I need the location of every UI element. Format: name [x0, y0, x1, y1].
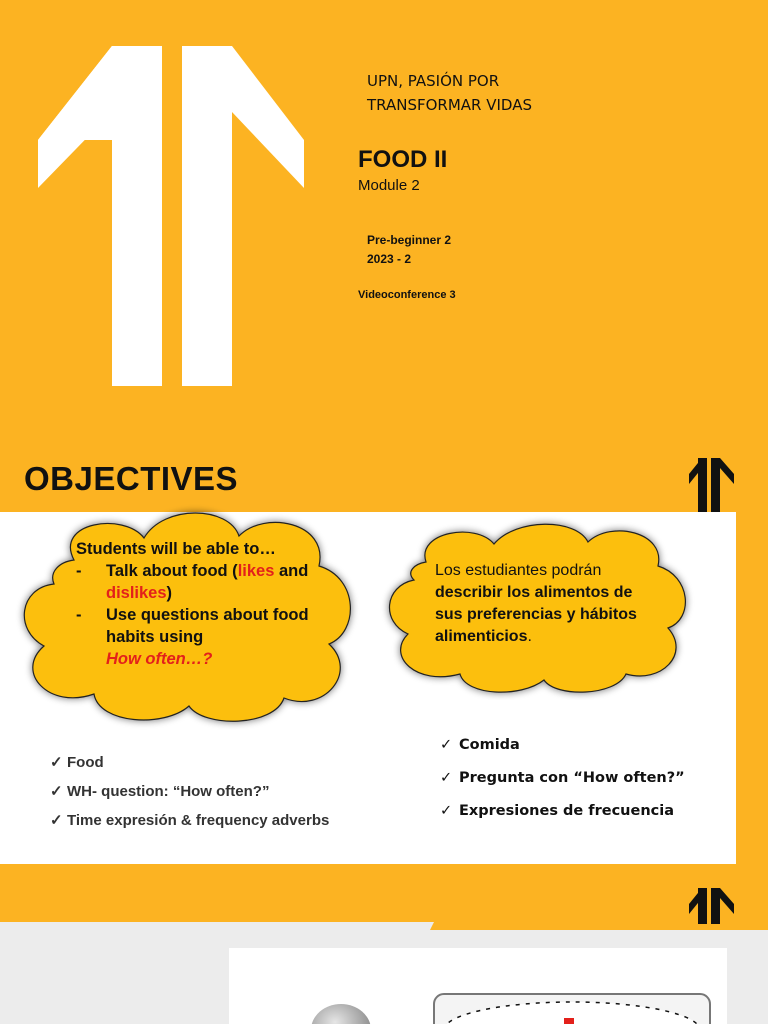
topics-list-english	[50, 748, 329, 835]
module-label: Module 2	[358, 177, 420, 194]
check-icon: ✓	[50, 783, 63, 800]
objectives-slide	[0, 432, 768, 864]
upn-arrow-logo	[0, 0, 340, 432]
motto-line-1: UPN, PASIÓN POR	[367, 72, 500, 90]
upn-small-logo	[688, 884, 736, 924]
objectives-title: OBJECTIVES	[24, 460, 239, 497]
title-slide	[0, 0, 768, 432]
list-item: ✓ Food	[50, 748, 329, 777]
check-icon: ✓	[440, 737, 453, 753]
likes-word: likes	[237, 562, 275, 580]
course-level: Pre-beginner 2	[367, 233, 452, 247]
slide-title: FOOD II	[358, 146, 448, 173]
how-often-highlight: How often…?	[106, 650, 213, 668]
university-motto	[367, 69, 532, 117]
check-icon: ✓	[50, 754, 63, 771]
list-item: ✓ Expresiones de frecuencia	[440, 795, 685, 828]
list-item: ✓ Comida	[440, 729, 685, 762]
check-icon: ✓	[50, 812, 63, 829]
dislikes-word: dislikes	[106, 584, 167, 602]
course-info	[367, 231, 451, 269]
topics-list-spanish	[440, 729, 685, 828]
third-slide	[0, 864, 768, 1024]
objective-spanish-bold: describir los alimentos de sus preferencias y hábitos alimenticios	[435, 584, 637, 645]
course-term: 2023 - 2	[367, 252, 412, 266]
objective-item-2: - Use questions about food habits using How often…?	[76, 606, 309, 668]
list-item: ✓ Pregunta con “How often?”	[440, 762, 685, 795]
list-item: ✓ Time expresión & frequency adverbs	[50, 806, 329, 835]
videoconference-label: Videoconference 3	[358, 289, 456, 301]
cloud-left-objectives	[76, 538, 316, 670]
figure-head-icon	[311, 1004, 371, 1024]
cloud-right-objectives: Los estudiantes podrán describir los alimentos de sus preferencias y hábitos alimenticios.	[435, 562, 637, 645]
check-icon: ✓	[440, 770, 453, 786]
motto-line-2: TRANSFORMAR VIDAS	[367, 96, 532, 114]
card-illustration	[229, 948, 727, 1024]
objective-item-1: - Talk about food (likes and dislikes)	[76, 562, 309, 602]
slide-header-band	[0, 864, 768, 934]
upn-small-logo	[688, 454, 736, 512]
list-item: ✓ WH- question: “How often?”	[50, 777, 329, 806]
objectives-intro: Students will be able to…	[76, 540, 276, 558]
check-icon: ✓	[440, 803, 453, 819]
